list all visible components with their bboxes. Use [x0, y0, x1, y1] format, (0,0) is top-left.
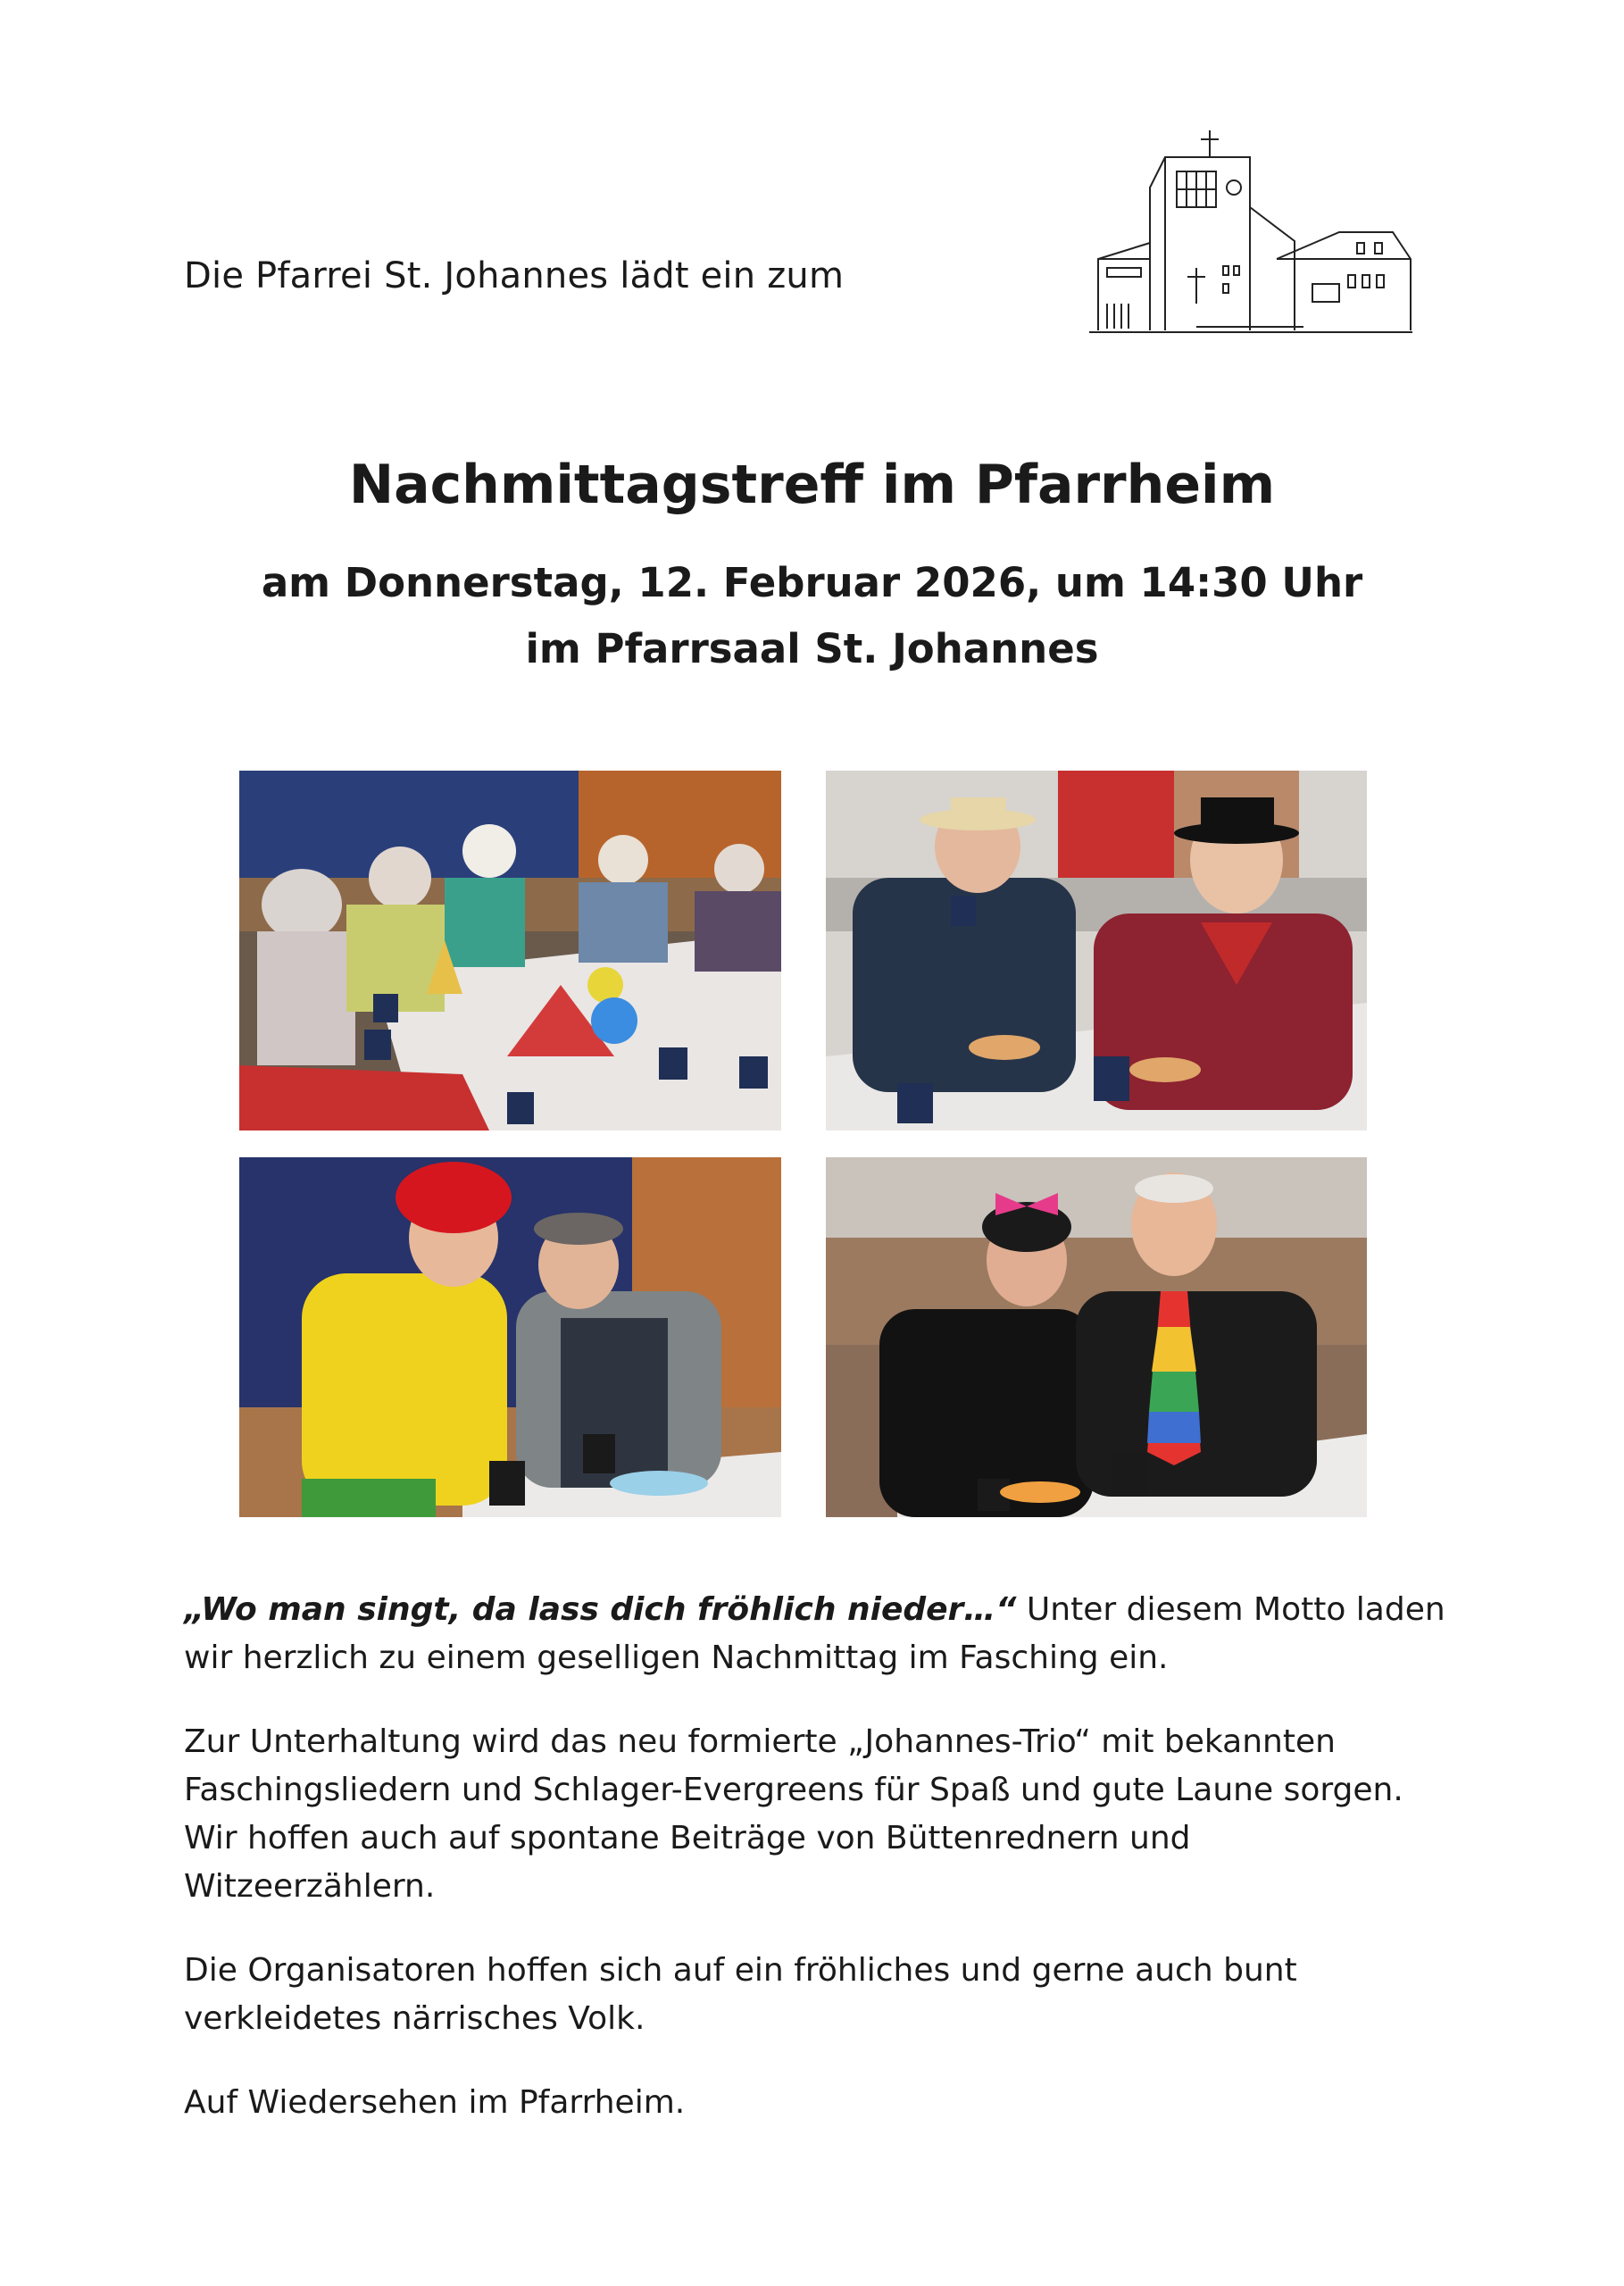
paragraph-motto [184, 1586, 1452, 1682]
intro-text: Die Pfarrei St. Johannes lädt ein zum [184, 255, 845, 296]
paragraph-farewell: Auf Wiedersehen im Pfarrheim. [184, 2084, 686, 2121]
paragraph-entertainment: Zur Unterhaltung wird das neu formierte „Johannes-Trio“ mit bekannten Faschingsliedern und Schlager-Evergreens für Spaß und gute Laune sorgen. Wir hoffen auch auf spontane Beiträge von Büttenrednern und Witzeerzählern. [184, 1723, 1403, 1905]
photo-two-men-hats [826, 771, 1367, 1130]
church-drawing-logo [1080, 125, 1420, 339]
event-date: am Donnerstag, 12. Februar 2026, um 14:30 Uhr [261, 559, 1363, 606]
photo-seniors-at-table [239, 771, 781, 1130]
motto-rest: Unter diesem Motto laden wir herzlich zu einem geselligen Nachmittag im Fasching ein. [184, 1591, 1445, 1676]
motto-quote: „Wo man singt, da lass dich fröhlich nieder…“ [184, 1591, 1017, 1628]
paragraph-organizers: Die Organisatoren hoffen sich auf ein fröhliches und gerne auch bunt verkleidetes närrisches Volk. [184, 1952, 1297, 2037]
photo-couple-rainbow-tie [826, 1157, 1367, 1517]
event-place: im Pfarrsaal St. Johannes [525, 625, 1099, 672]
photo-couple-costumes [239, 1157, 781, 1517]
body-text [184, 1586, 1452, 2163]
event-title: Nachmittagstreff im Pfarrheim [348, 454, 1276, 516]
